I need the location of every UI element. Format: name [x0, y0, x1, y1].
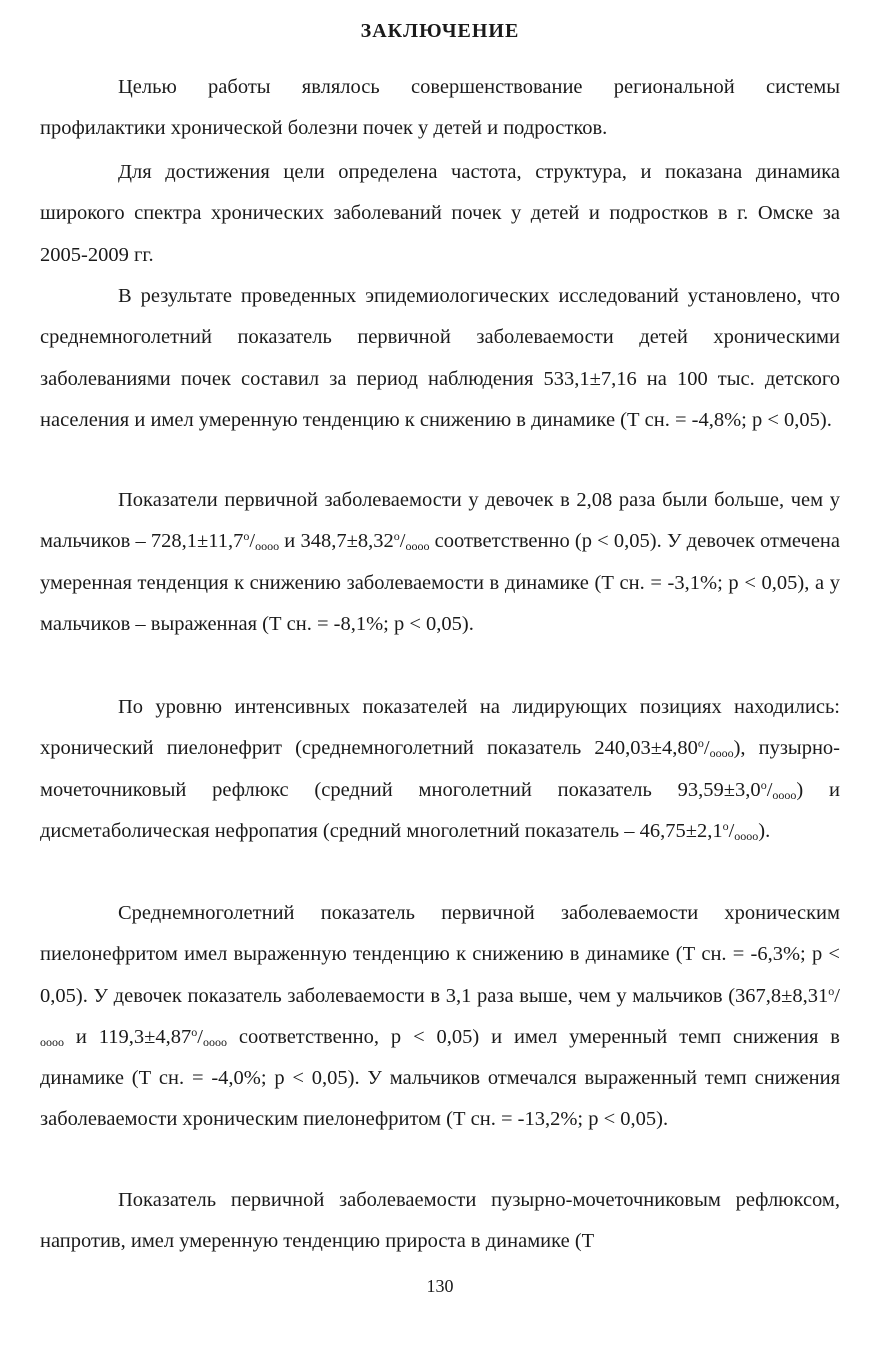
- unit-per-10000: $^о/_{оооо}$: [40, 983, 840, 1049]
- document-page: [40, 0, 840, 1350]
- p6-part-a: Среднемноголетний показатель первичной заболеваемости хроническим пиелонефритом имел выраженную тенденцию к снижению в динамике (Т сн. = -6,3%; p < 0,05). У девочек показатель заболеваемости в 3,1 раза выше, чем у мальчиков (367,8±8,31: [40, 902, 840, 1007]
- page-number: 130: [426, 1276, 454, 1296]
- paragraph-aim: [40, 67, 840, 150]
- paragraph-results: [40, 276, 840, 441]
- paragraph-results-text: В результате проведенных эпидемиологических исследований установлено, что среднемноголетний показатель первичной заболеваемости детей хроническими заболеваниями почек составил за период наблюдения 533,1±7,16 на 100 тыс. детского населения и имел умеренную тенденцию к снижению в динамике (Т сн. = -4,8%; p < 0,05).: [40, 285, 840, 431]
- paragraph-gender-comparison: [40, 480, 840, 645]
- p4-part-c: соответственно (р < 0,05). У девочек отмечена умеренная тенденция к снижению заболеваемости в динамике (Т сн. = -3,1%; p < 0,05), а у мальчиков – выраженная (Т сн. = -8,1%; p < 0,05).: [40, 530, 840, 635]
- page-title: ЗАКЛЮЧЕНИЕ: [360, 20, 520, 42]
- paragraph-method-text: Для достижения цели определена частота, структура, и показана динамика широкого спектра хронических заболеваний почек у детей и подростков в г. Омске за 2005-2009 гг.: [40, 161, 840, 266]
- p6-part-b: и 119,3±4,87: [64, 1025, 192, 1048]
- paragraph-leading-positions: [40, 687, 840, 852]
- paragraph-reflux: [40, 1180, 840, 1263]
- paragraph-reflux-text: Показатель первичной заболеваемости пузырно-мочеточниковым рефлюксом, напротив, имел умеренную тенденцию прироста в динамике (Т: [40, 1189, 840, 1253]
- unit-per-10000: $^о/_{оооо}$: [393, 529, 430, 554]
- unit-per-10000: $^о/_{оооо}$: [697, 736, 734, 761]
- p4-part-b: и 348,7±8,32: [279, 530, 394, 553]
- unit-per-10000: $^о/_{оооо}$: [760, 777, 797, 802]
- paragraph-aim-text: Целью работы являлось совершенствование региональной системы профилактики хронической болезни почек у детей и подростков.: [40, 76, 840, 140]
- paragraph-pyelonephritis: [40, 893, 840, 1141]
- p6-part-c: соответственно, р < 0,05) и имел умеренный темп снижения в динамике (Т сн. = -4,0%; p < 0,05). У мальчиков отмечался выраженный темп снижения заболеваемости хроническим пиелонефритом (Т сн. = -13,2%; p < 0,05).: [40, 1025, 840, 1131]
- p5-part-b: ), пузырно-мочеточниковый рефлюкс (средний многолетний показатель 93,59±3,0: [40, 737, 841, 801]
- unit-per-10000: $^о/_{оооо}$: [243, 529, 280, 554]
- unit-per-10000: $^о/_{оооо}$: [722, 818, 759, 843]
- paragraph-method: [40, 152, 840, 276]
- p5-part-c: ) и дисметаболическая нефропатия (средний многолетний показатель – 46,75±2,1: [40, 778, 840, 842]
- p4-part-a: Показатели первичной заболеваемости у девочек в 2,08 раза были больше, чем у мальчиков – 728,1±11,7: [40, 489, 840, 553]
- unit-per-10000: $^о/_{оооо}$: [191, 1024, 227, 1049]
- p5-part-d: ).: [758, 819, 771, 842]
- p5-part-a: По уровню интенсивных показателей на лидирующих позициях находились: хронический пиелонефрит (среднемноголетний показатель 240,03±4,80: [40, 696, 840, 760]
